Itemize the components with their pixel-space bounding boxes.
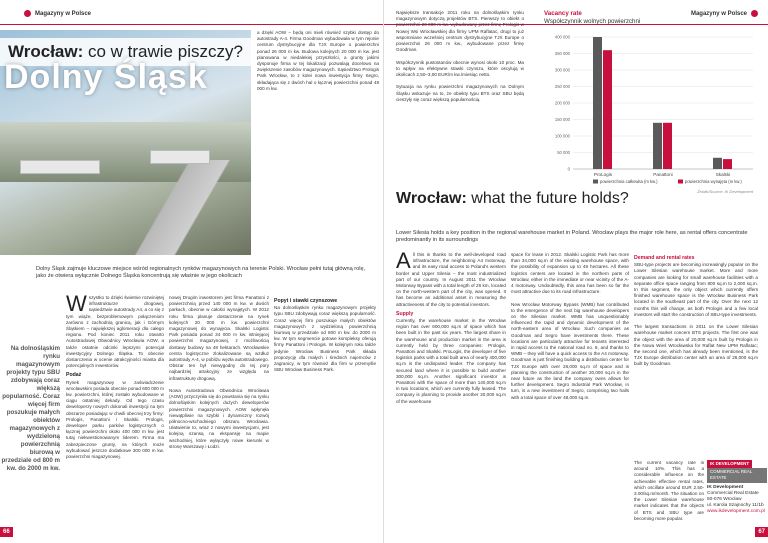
right-top-text: Największe transakcje 2011 roku na dolnośląskim rynku magazynowym dotyczą projektów BTS. Pierwszy to obiekt o powierzchni 20 000 m kw. wybudowany przez firmę Prologis w Nowej Wsi Wrocławskiej dla firmy UPM Raflatac, drugi to już wspomniane wcześniej centrum dystrybucyjne TJX Europe o powierzchni 26 000 m kw., wybudowane przez firmę Goodman. Współczynnik pustostanów obecnie wynosi około 10 proc. Ma to wpływ na efektywne stawki czynszu, które oscylują w okolicach 2,50–3,00 EUR/m kw./miesiąc netto. Sytuacja na rynku powierzchni magazynowych na Dolnym Śląsku wskazuje na to, że obiekty typu BTS oraz SBU będą cieszyły się coraz większą popularnością. bbox=[396, 10, 524, 102]
y-tick-label: 100 000 bbox=[554, 133, 570, 139]
y-tick-label: 400 000 bbox=[554, 34, 570, 40]
subhead-supply: Supply bbox=[396, 310, 414, 317]
en-lead: Lower Silesia holds a key position in the regional warehouse market in Poland. Wrocław plays the major role here, as rental offers concentrate predominantly in its surroundings bbox=[396, 230, 748, 243]
page-title: Wrocław: co w trawie piszczy? bbox=[8, 42, 243, 61]
y-tick-label: 250 000 bbox=[554, 84, 570, 89]
y-tick-label: 150 000 bbox=[554, 117, 570, 122]
legend-label: powierzchnia wynajęta (m kw.) bbox=[685, 179, 742, 184]
right-col-top: a dzięki AOW – będą oni mieli również szybki dostęp do autostrady A-4. Firma Goodman wybudowała w tym rejonie centrum dystrybucyjne dla TJX Europe o powierzchni ponad 26 000 m kw. Budowa kolejnych 20 000 m kw. jest planowana w niedalekiej przyszłości, a grunty jakimi dysponuje firma w tej lokalizacji pozwalają docelowo na zwiększenie zasobów magazynowych. Sąsiedztwo Prologis Park Wrocław, to z kolei nowa inwestycja firmy Segro, składająca się z dwóch hal o łącznej powierzchni ponad 48 000 m kw. bbox=[257, 30, 379, 91]
subhead-podaz: Podaż bbox=[66, 372, 82, 379]
sidebar-quote: Na dolnośląskim rynku magazynowym projekty typu SBU zdobywają coraz większą popularność. Coraz więcej firm poszukuje małych obiektów magazynowych z wydzieloną powierzchnią biurową w przedziale od 800 m kw. do 2000 m kw. bbox=[1, 345, 60, 472]
en-col-2: space for lease in 2012. Skalski Logistic Park has more than 34,000 sq.m of the existing warehouse space, with the possibility of expansion up to 48 hectares. All these logistics centers are located in the northern parts of Wrocław, either in the immediate or near vicinity of the A-4 motorway. Undoubtedly, this area has been so far the most attractive due to its road infrastructure. New Wrocław Motorway Bypass (WMB) has contributed to the emergence of the next big warehouse developers on the Silesian market. WMB has unquestionably influenced the rapid and dynamic development of the north-eastern area of Wrocław. Such companies as Goodman and Segro have investments there. These locations are particularly attractive for tenants interested in rapid access to the national road no. 8, and thanks to WMB – they will have a quick access to the A4 motorway. Goodman is just finishing building a distribution center for TJX Europe with over 26,000 sq.m of space and is planning the construction of another 20,000 sq.m in the near future as the land the company owns allows for further development. Segro Industrial Park Wrocław, in turn, is a new investment of Segro, comprising two halls with a total space of over 48,000 sq.m. bbox=[511, 252, 629, 400]
left-header-rule bbox=[0, 24, 384, 25]
bar-skalski-1 bbox=[723, 159, 732, 169]
lead-text: Dolny Śląsk zajmuje kluczowe miejsce wśród regionalnych rynków magazynowych na terenie Polski. Wrocław pełni tutaj główną rolę, jako że otwiera wyłącznie Dolnego Śląska koncentrują się właśnie w jego okolicach bbox=[36, 266, 366, 279]
y-tick-label: 300 000 bbox=[554, 67, 570, 73]
article-col-2: nowej Drugim inwestorem jest firma Panattoni z powierzchnią przed 140 000 m kw. w dwóch parkach, obecnie w całości wynajętych. W 2012 roku firma planuje dostarczenie na rynek kolejnych 20 000 m kw. powierzchni magazynowej do wynajęcia. Skalski Logistic Park posiada ponad 34 000 m kw. istniejącej powierzchni magazynowej, z możliwością dostawy budowy na 48 hektarach. Wrocławskie centra logistyczne zlokalizowane są wzdłuż autostrady A-4, w pobliżu węzła autostradowego. Obszar ten był niewygodny do tej pory najbardziej atrakcyjny ze względu na infrastrukturę drogową. Nowa Autostradowa Obwodnica Wrocławia (AOW) przyczyniła się do powstania się na rynku dolnośląskim kolejnych dużych deweloperów powierzchni magazynowych. AOW wpłynęła niewątpliwie na szybki i dynamiczny rozwój północno-wschodniego obszaru Wrocławia. Ułatwienie to, wraz z nowymi inwestycjami, jest kolejną szansą na ekspansję na mapie wschodniej, które wyłączyły nowe kierunki w stronę Warszawy i Łodzi. bbox=[169, 295, 269, 449]
vacancy-chart bbox=[533, 9, 759, 209]
x-tick-label: Skalski bbox=[715, 172, 731, 177]
credits-website[interactable]: www.ikdevelopment.com.pl bbox=[707, 509, 765, 515]
credits-address: 50-076 Wrocław bbox=[707, 497, 742, 503]
left-header bbox=[24, 10, 91, 17]
left-header-text: Magazyny w Polsce bbox=[35, 10, 92, 17]
credits-box bbox=[707, 460, 767, 516]
y-tick-label: 350 000 bbox=[554, 51, 570, 56]
credits-tag: IK DEVELOPMENT bbox=[707, 460, 752, 468]
chart-title: Vacancy rate Współczynnik wolnych powierzchni bbox=[544, 10, 641, 25]
credits-name: Commercial Real Estate bbox=[707, 490, 759, 496]
article-col-3: Popyt i stawki czynszowe Na dolnośląskim rynku magazynowym projekty typu SBU zdobywają coraz większą popularność. Coraz więcej firm poszukuje małych obiektów magazynowych z wydzieloną powierzchnią biurową w przedziale od 800 m kw. do 2000 m kw. W tym segmencie gotowe kompleksy oferują firmy Panattoni i Prologis. W kolejnym roku także jedynie Wrocław Business Park składa propozycję dla małych i średnich najemców z zagranicy, w tym również dla firm w przemyśle SBU Wrocław Business Park. bbox=[274, 298, 376, 373]
legend-label: powierzchnia całkowita (m kw.) bbox=[600, 179, 658, 184]
y-tick-label: 50 000 bbox=[557, 150, 570, 155]
bar-prologis-0 bbox=[593, 37, 602, 169]
chart-source: Źródło/Source: IK Development bbox=[697, 189, 753, 194]
big-title: Dolny Śląsk bbox=[4, 58, 208, 96]
bar-skalski-0 bbox=[713, 158, 722, 169]
legend-swatch bbox=[678, 180, 683, 184]
x-tick-label: Panattoni bbox=[653, 172, 673, 177]
dropcap: W bbox=[66, 291, 87, 316]
en-title: Wrocław: what the future holds? bbox=[396, 190, 629, 207]
en-col-3-end: The current vacancy rate is around 10%. This has a considerable influence on the achievable effective rental rates, which oscillate around EUR 2.50-3.00/sq.m/month. The situation on the Lower Silesian warehouse market indicates that the objects of BTS and SBU type are becoming more popular. bbox=[634, 460, 704, 521]
right-header-text: Magazyny w Polsce bbox=[690, 10, 747, 17]
legend-swatch bbox=[593, 180, 598, 184]
bar-panattoni-0 bbox=[653, 123, 662, 169]
credits-street: ul. Karola Szajnochy 11/1b bbox=[707, 503, 764, 509]
subhead-popyt: Popyt i stawki czynszowe bbox=[274, 298, 338, 304]
bar-prologis-1 bbox=[603, 50, 612, 169]
article-col-1: Wszystko to dzięki świetnie rozwiniętej infrastrukturze drogowej, sąsiedztwie autostrady A4, a co się z tym wiąże, bezproblemowym połączeniom zarówno z zachodnią granicą, jak i Górnym Śląskiem – największej aglomeracji dla całego regionu. Pod koniec 2011 roku otwarto Autostradowej Obwodnicy Wrocławia AOW, a także ostatnie odcinki lepszymi potencjał inwestycyjny Dolnego Śląska. To obecnie dostarczenia w ocenie atrakcyjności miasta dla potencjalnych inwestorów. Podaż Rynek magazynowy w zaświadczenie wrocławskim posiada obecnie ponad 600 000 m kw. powierzchni, której zostało wybudowane w ciągu ostatniej dekady. Od tego czasu deweloperzy nowych dokonali inwestycji na tym obszarze posiadając w chwili obecnej trzy firmy: Prologis, Panattoni i Skalski. Prologis, deweloper parku parków logistycznych o łącznej powierzchni około 400 000 m kw. jest tutaj niekwestionowanym liderem. Firma ma zabezpieczone grunty, na których może wybudować jeszcze dodatkowe 300 000 m kw. powierzchni magazynowej. bbox=[66, 291, 164, 460]
en-col-3: Demand and rental rates SBU-type projects are becoming increasingly popular on the Lower Silesian warehouse market. More and more companies are looking for small warehouse facilities with a separate office space ranging from 800 sq.m to 2,000 sq.m. In this segment, the only object which currently offers finished warehouse space is the Wrocław Business Park located in the southeast part of the city. Over the next 12 months this will change, as both Prologis and a few local investors will start the construction of SBU-type investments. The largest transactions in 2011 on the Lower Silesian warehouse market concern BTS projects. The first one was the object with the area of 20,000 sq.m built by Prologis in the Nowa Wieś Wrocławska for Raflat New UPM Raflatac; the second one, which has already been mentioned, is the TJX Europe distribution center with an area of 26,000 sq.m built by Goodman. bbox=[634, 255, 758, 367]
page-number: 67 bbox=[755, 527, 768, 537]
subhead-demand: Demand and rental rates bbox=[634, 255, 695, 261]
credits-tag-sub: COMMERCIAL REAL ESTATE bbox=[707, 468, 767, 482]
bullet-icon bbox=[24, 10, 31, 17]
right-page bbox=[384, 0, 768, 543]
y-tick-label: 0 bbox=[567, 166, 570, 172]
en-col-1: All this is thanks to the well-developed road infrastructure, the neighboring A4 motorway, and its easy road access to Poland's western border and Upper Silesia – the most industrialized part of our country. In August 2011 the Wrocław Motorway Bypass with a total length of 26 km, located on the north-western part of the city, was opened. It has become an additional asset in measuring the attractiveness of the city to potential investors. Supply Currently, the warehouse market in the Wrocław region has over 600,000 sq.m of space which has been built in the past six years. The largest share in the warehouse and production market in the area is currently held by three companies: Prologis, Panattoni and Skalski. ProLogis, the developer of five logistics parks with a total built area of nearly 400,000 sq.m is the undisputed leader. The company has secured land where it is possible to build another 300,000 sq.m. Another significant investor is Panattoni with the space of more than 140,000 sq.m in two locations, which are currently fully leased. The company is planning to provide another 20,000 sq.m of the warehouse bbox=[396, 248, 506, 404]
credits-company: IK Development bbox=[707, 484, 744, 490]
page-number: 66 bbox=[0, 527, 13, 537]
en-dropcap: A bbox=[396, 248, 411, 273]
y-tick-label: 200 000 bbox=[554, 100, 570, 106]
bar-panattoni-1 bbox=[663, 123, 672, 169]
x-tick-label: ProLogis bbox=[593, 172, 613, 177]
